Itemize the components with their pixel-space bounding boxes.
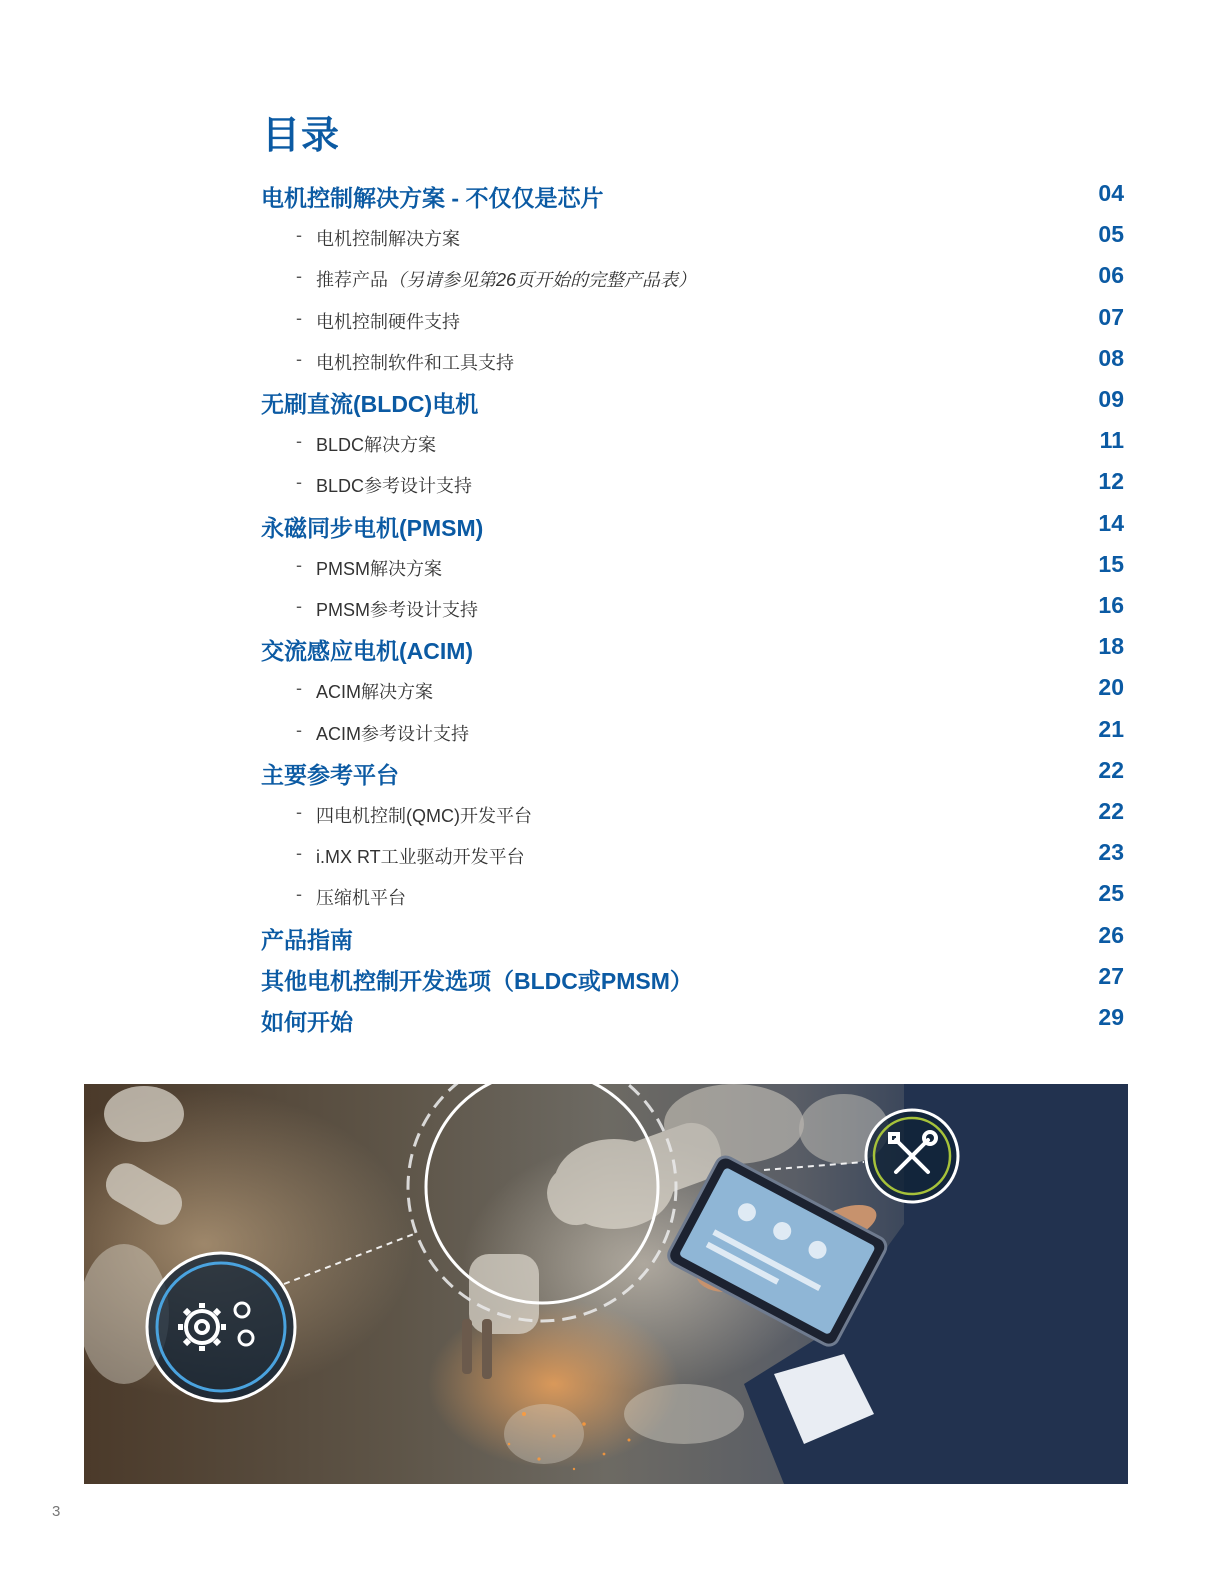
toc-label-text: 无刷直流(BLDC)电机 <box>261 391 479 417</box>
toc-label <box>261 386 478 419</box>
toc-label <box>261 963 693 996</box>
toc-label <box>261 180 603 213</box>
toc-label-text: 电机控制解决方案 <box>316 229 460 250</box>
toc-label-text: PMSM解决方案 <box>316 558 442 579</box>
toc-subsection[interactable] <box>0 339 1224 379</box>
toc-section[interactable] <box>0 751 1224 791</box>
toc-label-text: 如何开始 <box>261 1009 353 1035</box>
toc-label <box>316 884 406 910</box>
toc-bullet: - <box>296 225 302 246</box>
toc-page-number: 07 <box>1098 303 1124 330</box>
toc-page-number: 08 <box>1098 344 1124 371</box>
toc-subsection[interactable] <box>0 545 1224 585</box>
toc-label-note: （另请参见第26页开始的完整产品表） <box>388 270 697 291</box>
toc-section[interactable] <box>0 174 1224 214</box>
toc-bullet: - <box>296 719 302 740</box>
toc-section[interactable] <box>0 957 1224 997</box>
toc-section[interactable] <box>0 627 1224 667</box>
hero-image <box>84 1084 1128 1484</box>
toc-page-number: 06 <box>1098 262 1124 289</box>
toc-label-text: ACIM解决方案 <box>316 682 433 703</box>
toc-page-number: 23 <box>1098 839 1124 866</box>
toc-page-number: 22 <box>1098 756 1124 783</box>
toc-subsection[interactable] <box>0 462 1224 502</box>
toc-subsection[interactable] <box>0 215 1224 255</box>
toc-page-number: 20 <box>1098 674 1124 701</box>
toc-subsection[interactable] <box>0 586 1224 626</box>
toc-page-number: 22 <box>1098 798 1124 824</box>
toc-subsection[interactable] <box>0 874 1224 914</box>
toc-page-number: 27 <box>1098 962 1124 989</box>
toc-subsection[interactable] <box>0 710 1224 750</box>
toc-bullet: - <box>296 802 302 822</box>
toc-label <box>316 431 436 457</box>
toc-section[interactable] <box>0 998 1224 1038</box>
toc-label-text: 产品指南 <box>261 926 353 953</box>
toc-bullet: - <box>296 843 302 864</box>
toc-page-number: 04 <box>1098 180 1124 206</box>
toc-label <box>316 802 532 828</box>
toc-label-text: 其他电机控制开发选项（BLDC或PMSM） <box>261 967 693 994</box>
toc-page-number: 16 <box>1098 592 1124 618</box>
toc-label <box>316 225 460 251</box>
toc-label <box>261 757 399 790</box>
toc-label <box>316 843 525 869</box>
toc-bullet: - <box>296 307 302 328</box>
toc-label-text: BLDC解决方案 <box>316 435 437 456</box>
toc-page-number: 26 <box>1098 921 1124 948</box>
toc-page-number: 29 <box>1098 1004 1124 1030</box>
toc-bullet: - <box>296 596 302 616</box>
toc-label <box>316 678 433 704</box>
toc-subsection[interactable] <box>0 833 1224 873</box>
toc-section[interactable] <box>0 380 1224 420</box>
toc-label-text: BLDC参考设计支持 <box>316 476 473 497</box>
toc-label-text: 永磁同步电机(PMSM) <box>261 514 484 541</box>
toc-bullet: - <box>296 554 302 575</box>
toc-subsection[interactable] <box>0 668 1224 708</box>
factory-robot-illustration <box>84 1084 1128 1484</box>
toc-label-text: 压缩机平台 <box>316 888 406 909</box>
toc-label-text: 电机控制解决方案 - 不仅仅是芯片 <box>261 185 604 211</box>
toc-page-number: 12 <box>1098 468 1124 495</box>
toc-label <box>316 720 469 746</box>
toc-section[interactable] <box>0 504 1224 544</box>
toc-label <box>316 596 478 622</box>
toc-label <box>316 308 460 334</box>
toc-bullet: - <box>296 678 302 699</box>
toc-page-number: 09 <box>1098 386 1124 412</box>
toc-subsection[interactable] <box>0 421 1224 461</box>
toc-label <box>261 633 473 666</box>
toc-page-number: 25 <box>1098 880 1124 907</box>
toc-page-number: 05 <box>1098 221 1124 248</box>
toc-label <box>316 472 472 498</box>
toc-label-text: 交流感应电机(ACIM) <box>261 638 474 665</box>
toc-page-number: 14 <box>1098 509 1124 536</box>
toc-subsection[interactable] <box>0 792 1224 832</box>
toc-bullet: - <box>296 884 302 905</box>
toc-bullet: - <box>296 431 302 452</box>
tools-icon <box>866 1110 958 1202</box>
toc-label-text: 主要参考平台 <box>261 761 399 788</box>
gears-icon <box>147 1253 295 1401</box>
toc-subsection[interactable] <box>0 298 1224 338</box>
toc-bullet: - <box>296 472 302 493</box>
toc-label-text: 推荐产品 <box>316 270 388 291</box>
toc-label-text: 电机控制硬件支持 <box>316 311 460 332</box>
page-number: 3 <box>52 1503 61 1520</box>
toc-bullet: - <box>296 266 302 287</box>
toc-label-text: i.MX RT工业驱动开发平台 <box>316 847 525 868</box>
toc-label <box>261 1004 353 1037</box>
toc-page-number: 15 <box>1098 550 1124 577</box>
toc-label <box>316 349 514 375</box>
toc-bullet: - <box>296 348 302 369</box>
toc-section[interactable] <box>0 916 1224 956</box>
toc-label-text: ACIM参考设计支持 <box>316 723 469 744</box>
toc-page-number: 21 <box>1098 715 1124 742</box>
toc-page-number: 11 <box>1099 427 1124 454</box>
toc-label-text: PMSM参考设计支持 <box>316 600 478 620</box>
page-title: 目录 <box>262 115 341 157</box>
toc-label <box>261 510 483 543</box>
toc-label <box>316 266 696 292</box>
toc-label <box>261 922 353 955</box>
toc-label-text: 电机控制软件和工具支持 <box>316 352 514 373</box>
toc-subsection[interactable] <box>0 256 1224 296</box>
toc-label-text: 四电机控制(QMC)开发平台 <box>316 806 532 826</box>
toc-page-number: 18 <box>1098 633 1124 660</box>
toc-label <box>316 555 442 581</box>
